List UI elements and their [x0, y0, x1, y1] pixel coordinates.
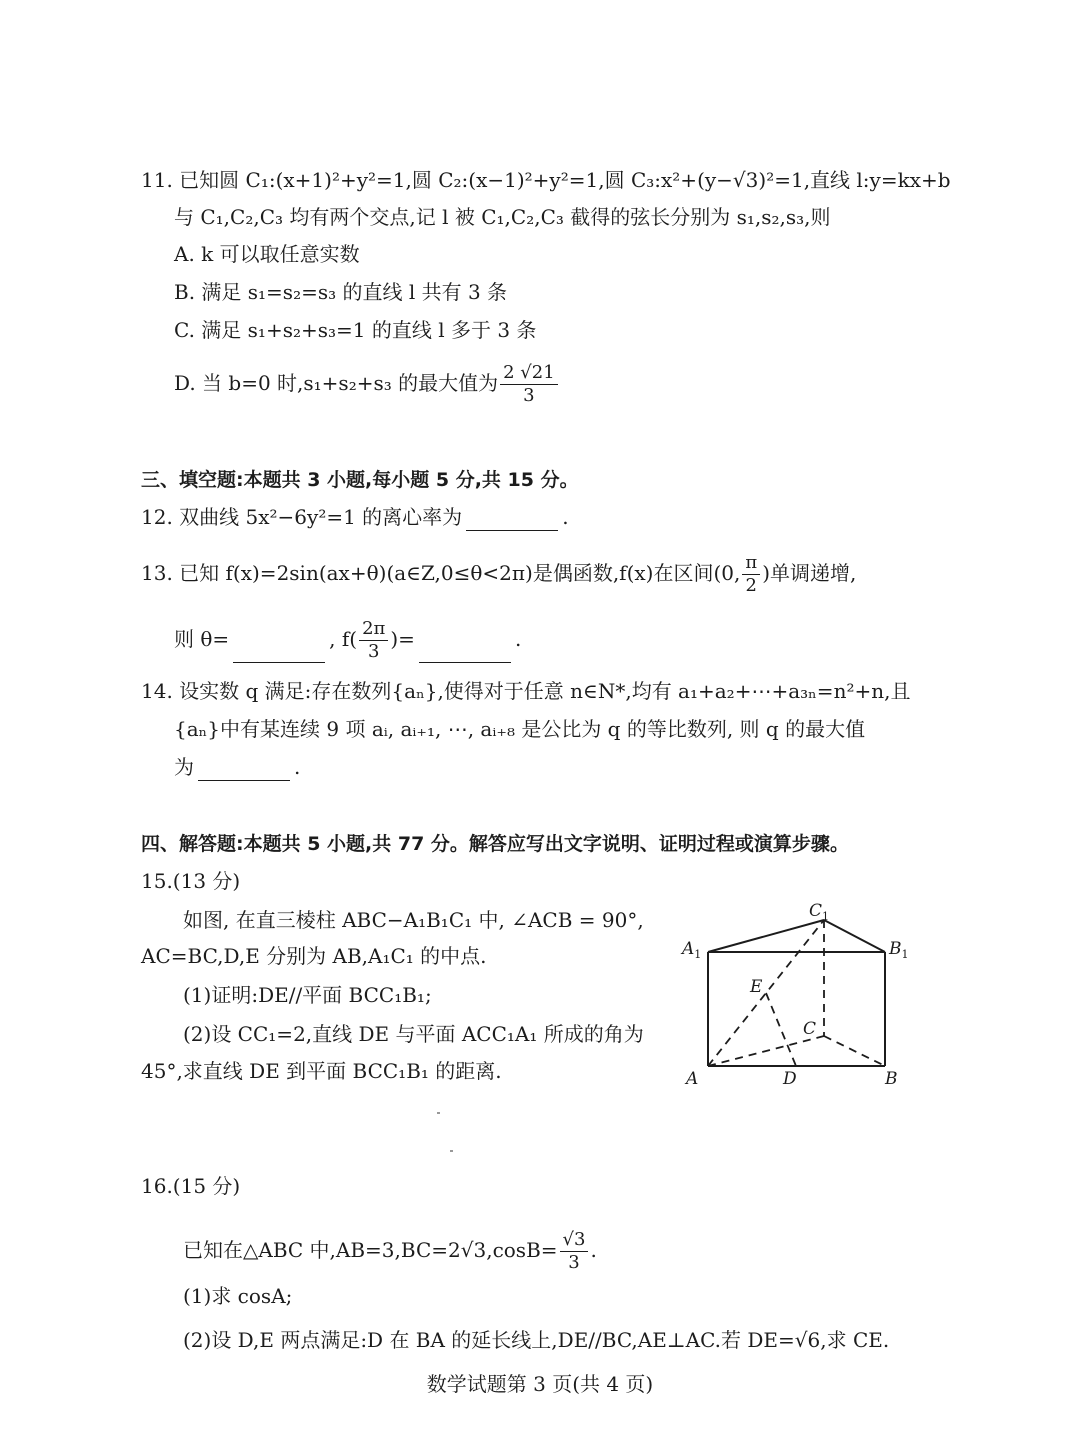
q16-title: 16.(15 分)	[141, 1174, 241, 1198]
q14-line3	[174, 753, 300, 781]
label-b: B	[885, 1069, 898, 1089]
fraction-denominator: 3	[523, 385, 535, 406]
q13-text-end: )单调递增,	[762, 561, 857, 585]
q13-line2	[174, 618, 521, 663]
q13-theta-label: 则 θ=	[174, 627, 230, 651]
fraction-denominator: 3	[568, 1252, 580, 1273]
scan-mark	[437, 1112, 440, 1114]
q16-line1	[183, 1229, 597, 1274]
section3-heading: 三、填空题:本题共 3 小题,每小题 5 分,共 15 分。	[141, 469, 579, 491]
label-e: E	[750, 977, 763, 997]
scan-mark	[450, 1150, 453, 1152]
q15-line1: 如图, 在直三棱柱 ABC−A₁B₁C₁ 中, ∠ACB = 90°,	[183, 908, 644, 932]
q15-line2: AC=BC,D,E 分别为 AB,A₁C₁ 的中点.	[141, 944, 487, 968]
q13-f-label: , f(	[329, 627, 358, 651]
q13-interval-fraction	[742, 552, 760, 597]
q15-part2-line1: (2)设 CC₁=2,直线 DE 与平面 ACC₁A₁ 所成的角为	[183, 1022, 644, 1046]
q11-option-c: C. 满足 s₁+s₂+s₃=1 的直线 l 多于 3 条	[174, 318, 537, 342]
q12-end: .	[562, 505, 569, 529]
q14-answer-blank	[198, 758, 290, 781]
label-d: D	[783, 1069, 797, 1089]
q16-text: 已知在△ABC 中,AB=3,BC=2√3,cosB=	[183, 1238, 558, 1262]
edge-c-b-hidden	[824, 1036, 885, 1066]
q14-line1: 14. 设实数 q 满足:存在数列{aₙ},使得对于任意 n∈N*,均有 a₁+a₂+⋯+a₃ₙ=n²+n,且	[141, 679, 911, 703]
segment-d-e-hidden	[766, 993, 796, 1066]
page-footer: 数学试题第 3 页(共 4 页)	[426, 1372, 654, 1396]
q16-end: .	[590, 1238, 597, 1262]
q11-line1: 11. 已知圆 C₁:(x+1)²+y²=1,圆 C₂:(x−1)²+y²=1,圆 C₃:x²+(y−√3)²=1,直线 l:y=kx+b	[141, 168, 951, 192]
prism-diagram	[672, 898, 920, 1098]
label-c: C	[803, 1019, 817, 1039]
fraction-denominator: 3	[368, 641, 380, 662]
edge-c1-b1	[824, 920, 885, 952]
fraction-numerator: π	[742, 552, 760, 575]
q11-option-d-fraction	[500, 362, 558, 407]
fraction-numerator: √3	[560, 1229, 589, 1252]
q13-f-equals: )=	[390, 627, 415, 651]
label-c1: $C_1$	[809, 901, 830, 923]
q13-f-fraction	[359, 618, 388, 663]
q13-f-blank	[419, 640, 511, 663]
prism-figure	[672, 898, 920, 1098]
q14-text: 为	[174, 755, 194, 779]
q14-end: .	[294, 755, 301, 779]
label-a1: $A_1$	[682, 939, 702, 961]
q11-option-b: B. 满足 s₁=s₂=s₃ 的直线 l 共有 3 条	[174, 280, 508, 304]
q11-option-d	[174, 362, 560, 407]
q12-answer-blank	[466, 508, 558, 531]
q16-part2: (2)设 D,E 两点满足:D 在 BA 的延长线上,DE//BC,AE⊥AC.若 DE=√6,求 CE.	[183, 1328, 890, 1352]
q16-cosb-fraction	[560, 1229, 589, 1274]
q15-title: 15.(13 分)	[141, 869, 241, 893]
q12	[141, 503, 569, 531]
q11-line2: 与 C₁,C₂,C₃ 均有两个交点,记 l 被 C₁,C₂,C₃ 截得的弦长分别为 s₁,s₂,s₃,则	[174, 205, 831, 229]
q13-theta-blank	[233, 640, 325, 663]
q15-part2-line2: 45°,求直线 DE 到平面 BCC₁B₁ 的距离.	[141, 1059, 502, 1083]
q11-option-d-text: D. 当 b=0 时,s₁+s₂+s₃ 的最大值为	[174, 371, 499, 395]
q14-line2: {aₙ}中有某连续 9 项 aᵢ, aᵢ₊₁, ⋯, aᵢ₊₈ 是公比为 q 的等比数列, 则 q 的最大值	[174, 717, 866, 741]
q11-option-a: A. k 可以取任意实数	[174, 242, 360, 266]
q13-text: 13. 已知 f(x)=2sin(ax+θ)(a∈Z,0≤θ<2π)是偶函数,f(x)在区间(0,	[141, 561, 741, 585]
label-b1: $B_1$	[889, 939, 909, 961]
q15-part1: (1)证明:DE//平面 BCC₁B₁;	[183, 983, 432, 1007]
label-a: A	[686, 1069, 699, 1089]
q13-line1	[141, 552, 856, 597]
section4-heading: 四、解答题:本题共 5 小题,共 77 分。解答应写出文字说明、证明过程或演算步骤。	[141, 833, 849, 855]
fraction-numerator: 2π	[359, 618, 388, 641]
q16-part1: (1)求 cosA;	[183, 1284, 293, 1308]
q12-text: 12. 双曲线 5x²−6y²=1 的离心率为	[141, 505, 463, 529]
fraction-numerator: 2 √21	[500, 362, 558, 385]
edge-a1-c1	[708, 920, 824, 952]
edge-a-c-hidden	[708, 1036, 824, 1066]
fraction-denominator: 2	[745, 575, 757, 596]
q13-end: .	[514, 627, 522, 651]
